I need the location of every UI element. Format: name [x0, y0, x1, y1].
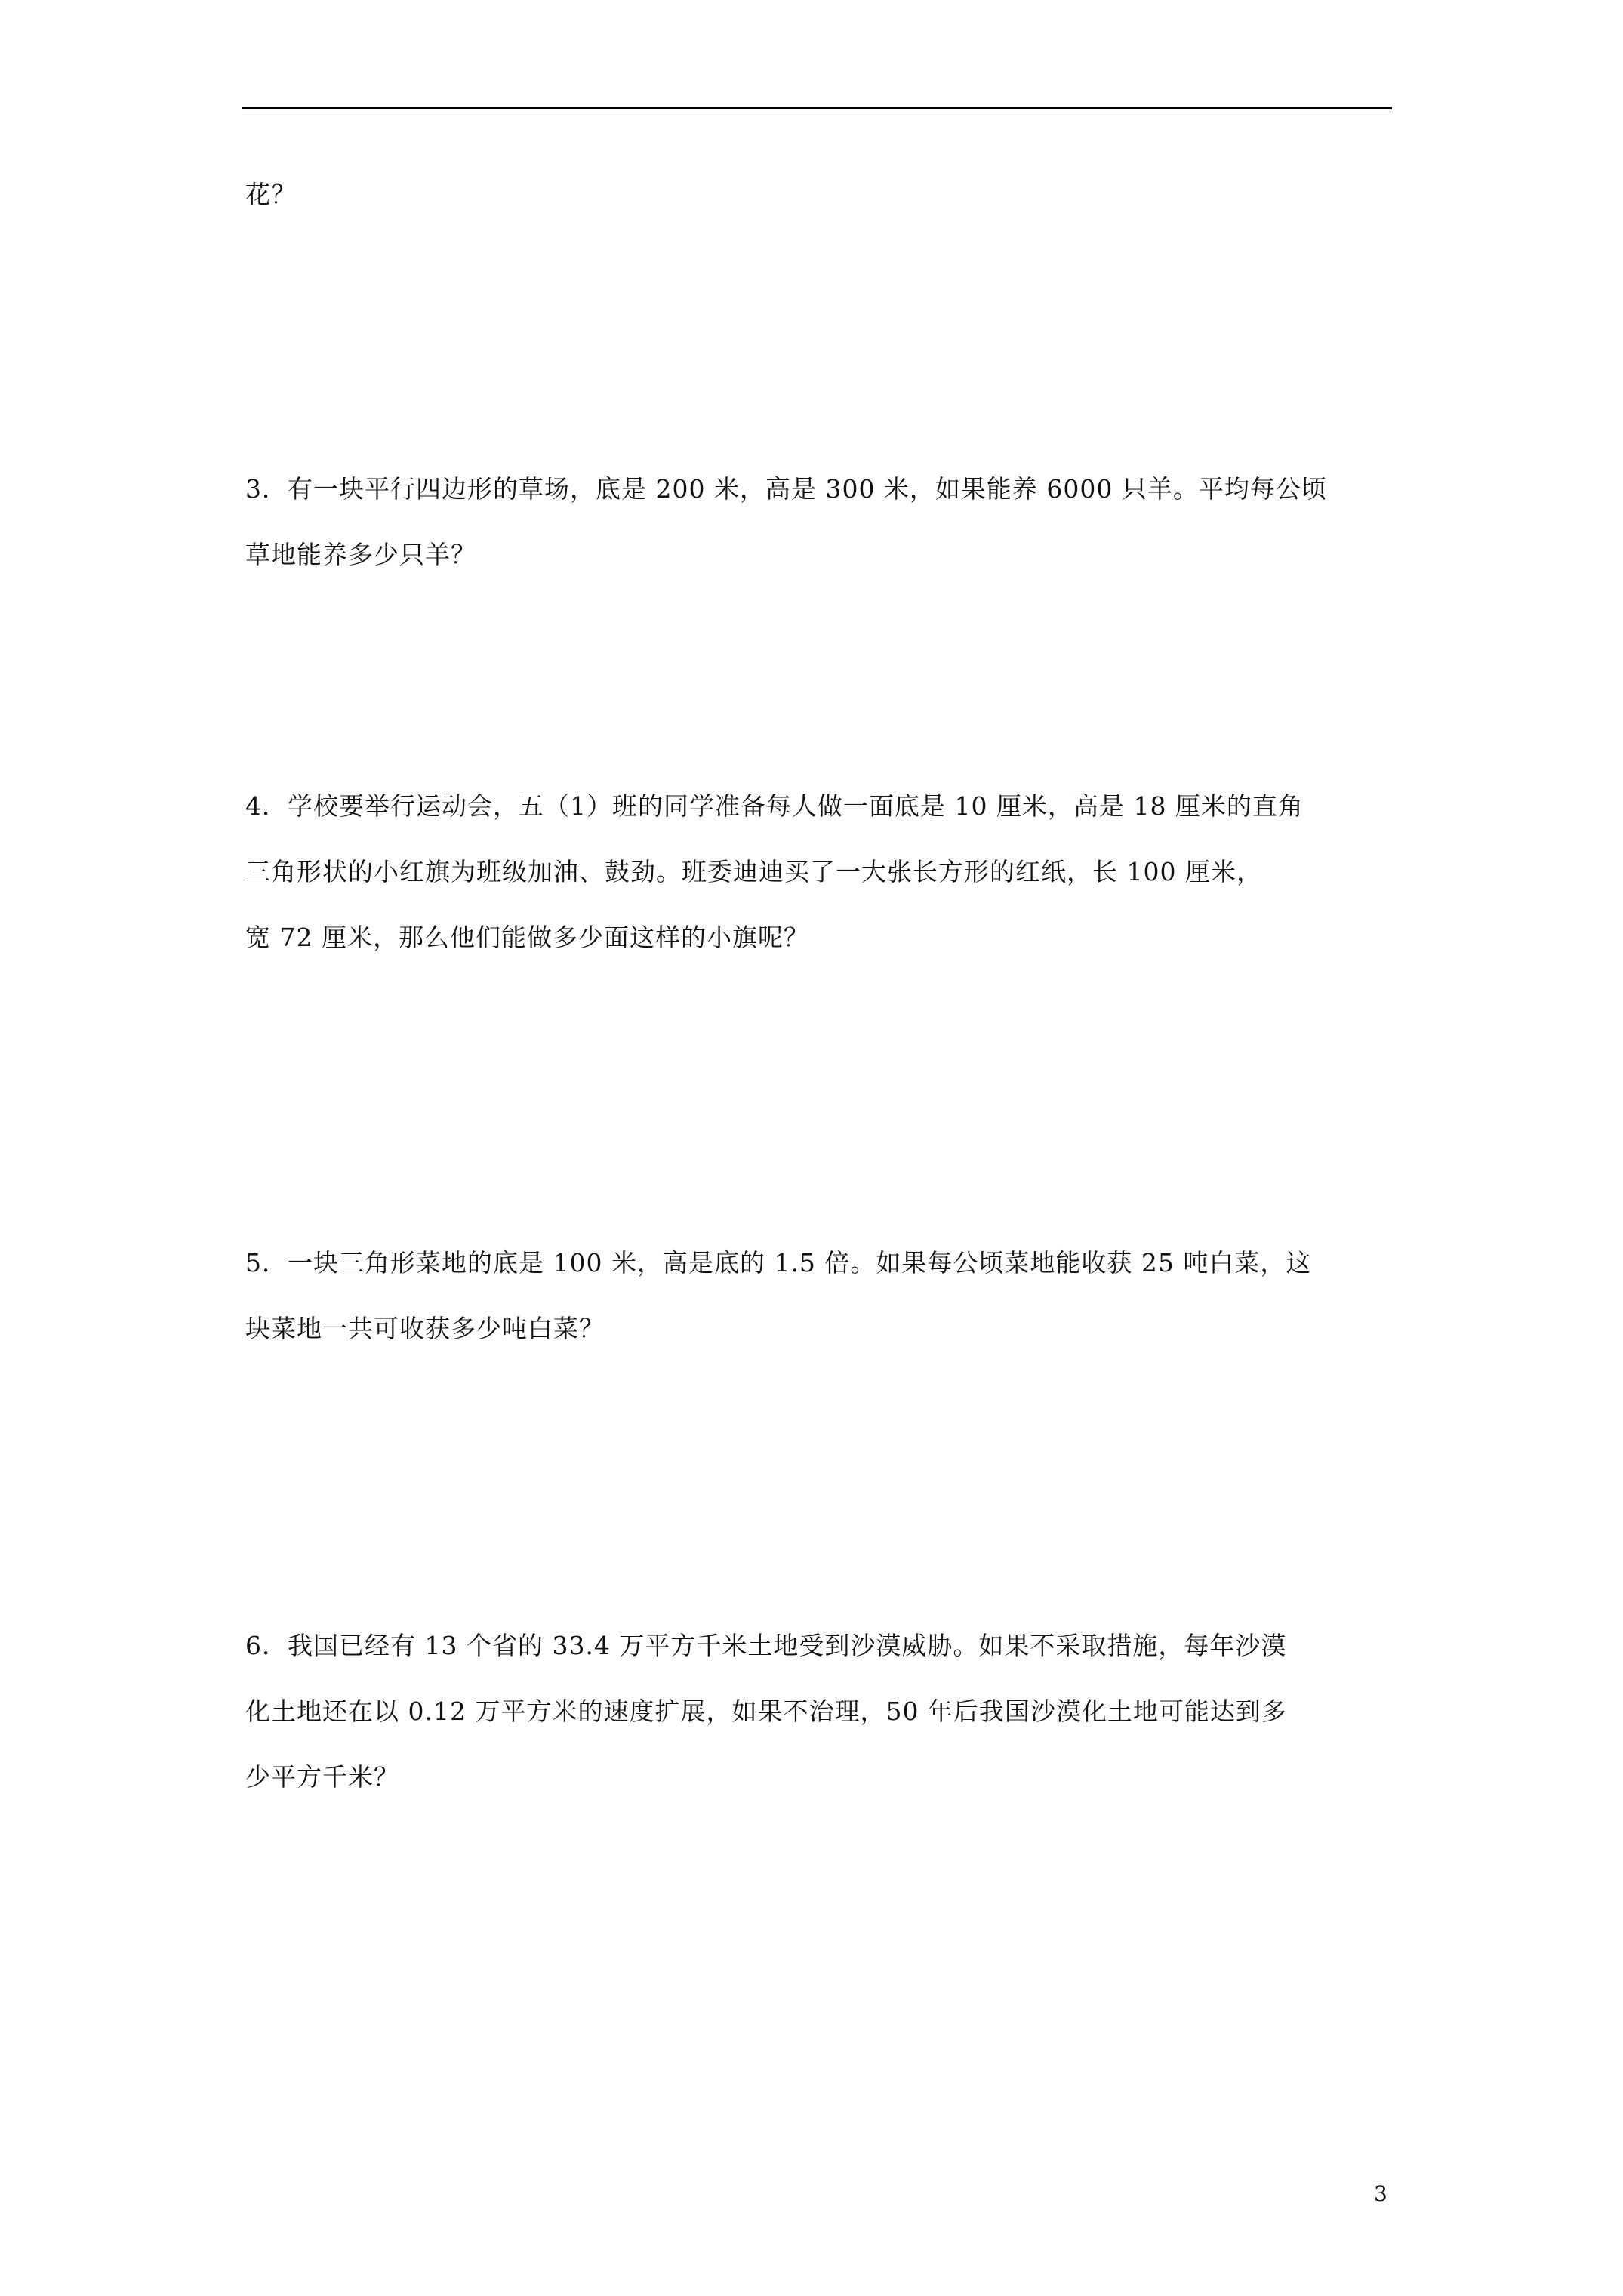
page-number: 3 [1374, 2181, 1387, 2206]
question-6-line-1: 6．我国已经有 13 个省的 33.4 万平方千米土地受到沙漠威胁。如果不采取措施，每年沙漠 [245, 1631, 1287, 1660]
question-4-line-3: 宽 72 厘米，那么他们能做多少面这样的小旗呢？ [245, 923, 809, 952]
question-6-line-3: 少平方千米？ [245, 1762, 399, 1792]
continuation-text: 花？ [245, 180, 297, 209]
question-4-line-2: 三角形状的小红旗为班级加油、鼓劲。班委迪迪买了一大张长方形的红纸，长 100 厘米， [245, 857, 1262, 886]
question-3-line-2: 草地能养多少只羊？ [245, 540, 476, 569]
question-3-line-1: 3．有一块平行四边形的草场，底是 200 米，高是 300 米，如果能养 6000 只羊。平均每公顷 [245, 474, 1327, 504]
header-rule [242, 107, 1392, 109]
question-5-line-2: 块菜地一共可收获多少吨白菜？ [245, 1314, 605, 1343]
question-4-line-1: 4．学校要举行运动会，五（1）班的同学准备每人做一面底是 10 厘米，高是 18 厘米的直角 [245, 791, 1304, 821]
question-6-line-2: 化土地还在以 0.12 万平方米的速度扩展，如果不治理，50 年后我国沙漠化土地可能达到多 [245, 1697, 1287, 1726]
question-5-line-1: 5．一块三角形菜地的底是 100 米，高是底的 1.5 倍。如果每公顷菜地能收获 25 吨白菜，这 [245, 1248, 1312, 1277]
